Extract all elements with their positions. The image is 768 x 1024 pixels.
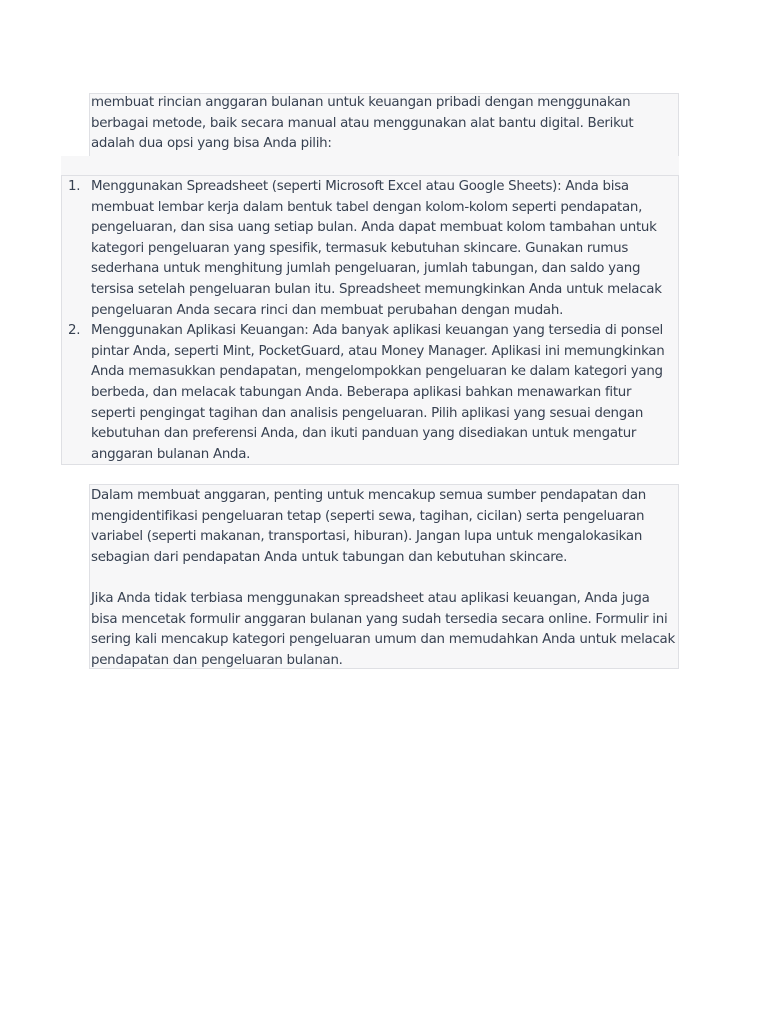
options-list: [62, 177, 677, 465]
list-item-number: 1.: [68, 179, 81, 194]
list-item: [62, 321, 677, 465]
intro-block: [89, 93, 679, 156]
closing-paragraph-2: Jika Anda tidak terbiasa menggunakan spreadsheet atau aplikasi keuangan, Anda juga bisa mencetak formulir anggaran bulanan yang sudah tersedia secara online. Formulir ini sering kali mencakup kategori pengeluaran umum dan memudahkan Anda untuk melacak pendapatan dan pengeluaran bulanan.: [91, 591, 675, 668]
list-item-number: 2.: [68, 323, 81, 339]
list-item-text: Menggunakan Spreadsheet (seperti Microsoft Excel atau Google Sheets): Anda bisa membuat lembar kerja dalam bentuk tabel dengan kolom-kolom seperti pendapatan, pengeluaran, dan sisa uang setiap bulan. Anda dapat membuat kolom tambahan untuk kategori pengeluaran yang spesifik, termasuk kebutuhan skincare. Gunakan rumus sederhana untuk menghitung jumlah pengeluaran, jumlah tabungan, dan saldo yang tersisa setelah pengeluaran bulan itu. Spreadsheet memungkinkan Anda untuk melacak pengeluaran Anda secara rinci dan membuat perubahan dengan mudah.: [91, 179, 662, 318]
closing-paragraph-1: Dalam membuat anggaran, penting untuk mencakup semua sumber pendapatan dan mengidentifikasi pengeluaran tetap (seperti sewa, tagihan, cicilan) serta pengeluaran variabel (seperti makanan, transportasi, hiburan). Jangan lupa untuk mengalokasikan sebagian dari pendapatan Anda untuk tabungan dan kebutuhan skincare.: [91, 488, 646, 565]
list-item-text: Menggunakan Aplikasi Keuangan: Ada banyak aplikasi keuangan yang tersedia di ponsel pintar Anda, seperti Mint, PocketGuard, atau Money Manager. Aplikasi ini memungkinkan Anda memasukkan pendapatan, mengelompokkan pengeluaran ke dalam kategori yang berbeda, dan melacak tabungan Anda. Beberapa aplikasi bahkan menawarkan fitur seperti pengingat tagihan dan analisis pengeluaran. Pilih aplikasi yang sesuai dengan kebutuhan dan preferensi Anda, dan ikuti panduan yang disediakan untuk mengatur anggaran bulanan Anda.: [91, 323, 665, 462]
intro-paragraph: membuat rincian anggaran bulanan untuk keuangan pribadi dengan menggunakan berbagai metode, baik secara manual atau menggunakan alat bantu digital. Berikut adalah dua opsi yang bisa Anda pilih:: [91, 95, 634, 152]
options-list-block: [61, 175, 679, 465]
list-item: [62, 177, 677, 321]
closing-block: [89, 484, 679, 669]
block-gap: [61, 156, 679, 175]
